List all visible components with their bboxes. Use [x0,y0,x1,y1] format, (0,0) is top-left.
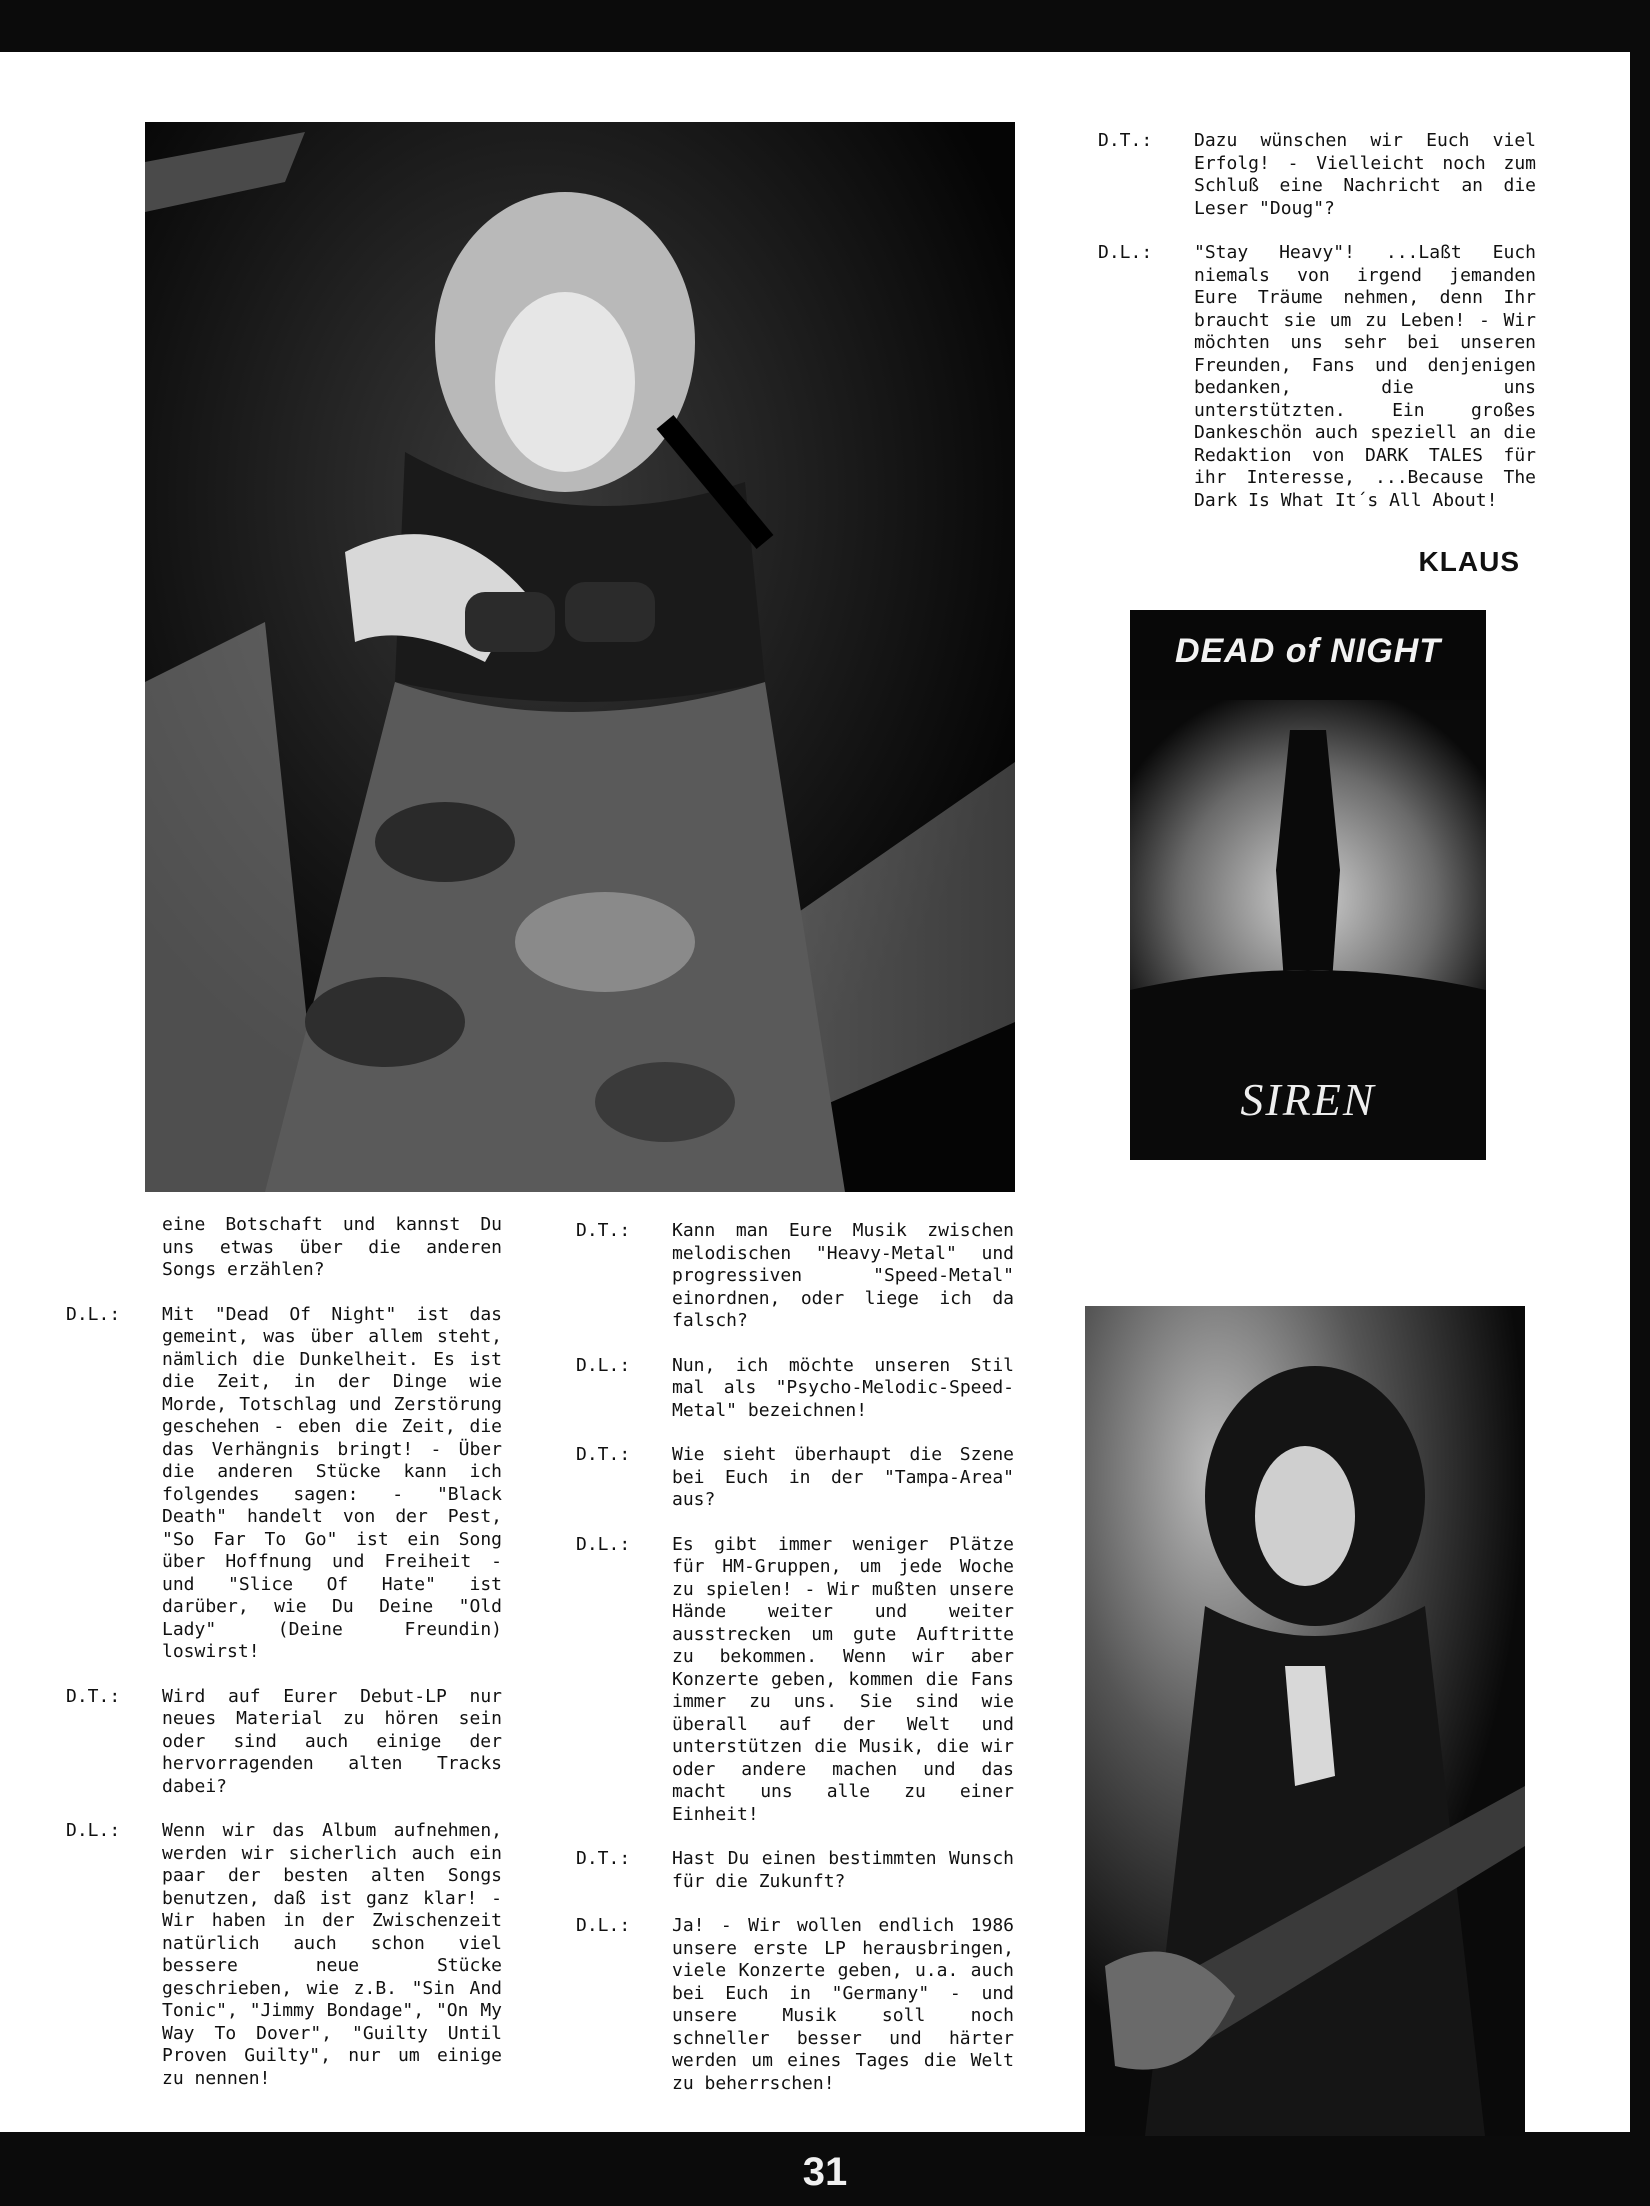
album-cover [1130,610,1486,1160]
band-logo: SIREN [1240,1074,1376,1125]
interview-entry [66,1820,502,2090]
entry-text: Dazu wünschen wir Euch viel Erfolg! - Vielleicht noch zum Schluß eine Nachricht an die Leser "Doug"? [1194,130,1536,219]
entry-text: Ja! - Wir wollen endlich 1986 unsere erste LP herausbringen, viele Konzerte geben, u.a. auch bei Euch in "Germany" - und unsere Musik soll noch schneller besser und härter werden um eines Tages die Welt zu beherrschen! [672,1915,1014,2094]
speaker-label: D.L.: [576,1354,631,1376]
column-left [66,1214,502,2112]
magazine-page [0,52,1630,2132]
entry-text: Mit "Dead Of Night" ist das gemeint, was über allem steht, nämlich die Dunkelheit. Es ist die Zeit, in der Dinge wie Morde, Totschlag und Zerstörung geschehen - eben die Zeit, die das Verhängnis bringt! - Über die anderen Stücke kann ich folgendes sagen: - "Black Death" handelt von der Pest, "So Far To Go" ist ein Song über Hoffnung und Freiheit - und "Slice Of Hate" ist darüber, wie Du Deine "Old Lady" (Deine Freundin) loswirst! [162,1303,502,1662]
author-signature: KLAUS [1418,546,1520,577]
entry-text: Wenn wir das Album aufnehmen, werden wir sicherlich auch ein paar der besten alten Songs benutzen, daß ist ganz klar! - Wir haben in der Zwischenzeit natürlich auch schon viel bessere neue Stücke geschrieben, wie z.B. "Sin And Tonic", "Jimmy Bondage", "On My Way To Dover", "Guilty Until Proven Guilty", nur um einige zu nennen! [162,1820,502,2089]
singer-concert-photo [145,122,1015,1192]
speaker-label: D.L.: [576,1915,631,1936]
speaker-label: D.T.: [576,1848,631,1869]
interview-entry [576,1534,1014,1827]
entry-text: Kann man Eure Musik zwischen melodischen "Heavy-Metal" und progressiven "Speed-Metal" einordnen, oder liege ich da falsch? [672,1220,1014,1331]
speaker-label: D.T.: [1098,130,1153,151]
interview-entry [66,1686,502,1799]
speaker-label: D.L.: [576,1533,631,1555]
album-title: DEAD of NIGHT [1174,632,1442,670]
speaker-label: D.L.: [1098,242,1153,263]
entry-text: Wird auf Eurer Debut-LP nur neues Material zu hören sein oder sind auch einige der hervorragenden alten Tracks dabei? [162,1685,502,1797]
interview-entry [1098,130,1536,220]
entry-text: "Stay Heavy"! ...Laßt Euch niemals von irgend jemanden Eure Träume nehmen, denn Ihr braucht sie um zu Leben! - Wir möchten uns sehr bei unseren Freunden, Fans und denjenigen bedanken, die uns unterstützten. Ein großes Dankeschön auch speziell an die Redaktion von DARK TALES für ihr Interesse, ...Because The Dark Is What It´s All About! [1194,242,1536,511]
speaker-label: D.T.: [576,1220,631,1241]
interview-entry [576,1444,1014,1512]
speaker-label: D.T.: [576,1444,631,1465]
entry-continuation: eine Botschaft und kannst Du uns etwas über die anderen Songs erzählen? [162,1214,502,1280]
speaker-label: D.L.: [66,1303,121,1325]
speaker-label: D.L.: [66,1820,121,1841]
guitarist-photo [1085,1306,1525,2136]
interview-entry [1098,242,1536,512]
interview-entry [576,1848,1014,1893]
interview-entry [576,1220,1014,1333]
column-right-top [1098,130,1536,534]
interview-entry [66,1304,502,1664]
entry-text: Hast Du einen bestimmten Wunsch für die Zukunft? [672,1848,1014,1892]
entry-text: Nun, ich möchte unseren Stil mal als "Psycho-Melodic-Speed-Metal" bezeichnen! [672,1354,1014,1421]
speaker-label: D.T.: [66,1685,121,1707]
page-number: 31 [802,2150,848,2194]
entry-text: Es gibt immer weniger Plätze für HM-Gruppen, um jede Woche zu spielen! - Wir mußten unsere Hände weiter und weiter ausstrecken um gute Auftritte zu bekommen. Wenn wir aber Konzerte geben, kommen die Fans immer zu uns. Sie sind wie überall auf der Welt und unterstützen die Musik, die wir oder andere machen und das macht uns alle zu einer Einheit! [672,1533,1014,1825]
entry-text: Wie sieht überhaupt die Szene bei Euch in der "Tampa-Area" aus? [672,1444,1014,1510]
interview-entry [576,1915,1014,2095]
interview-entry [576,1355,1014,1423]
column-middle [576,1220,1014,2117]
